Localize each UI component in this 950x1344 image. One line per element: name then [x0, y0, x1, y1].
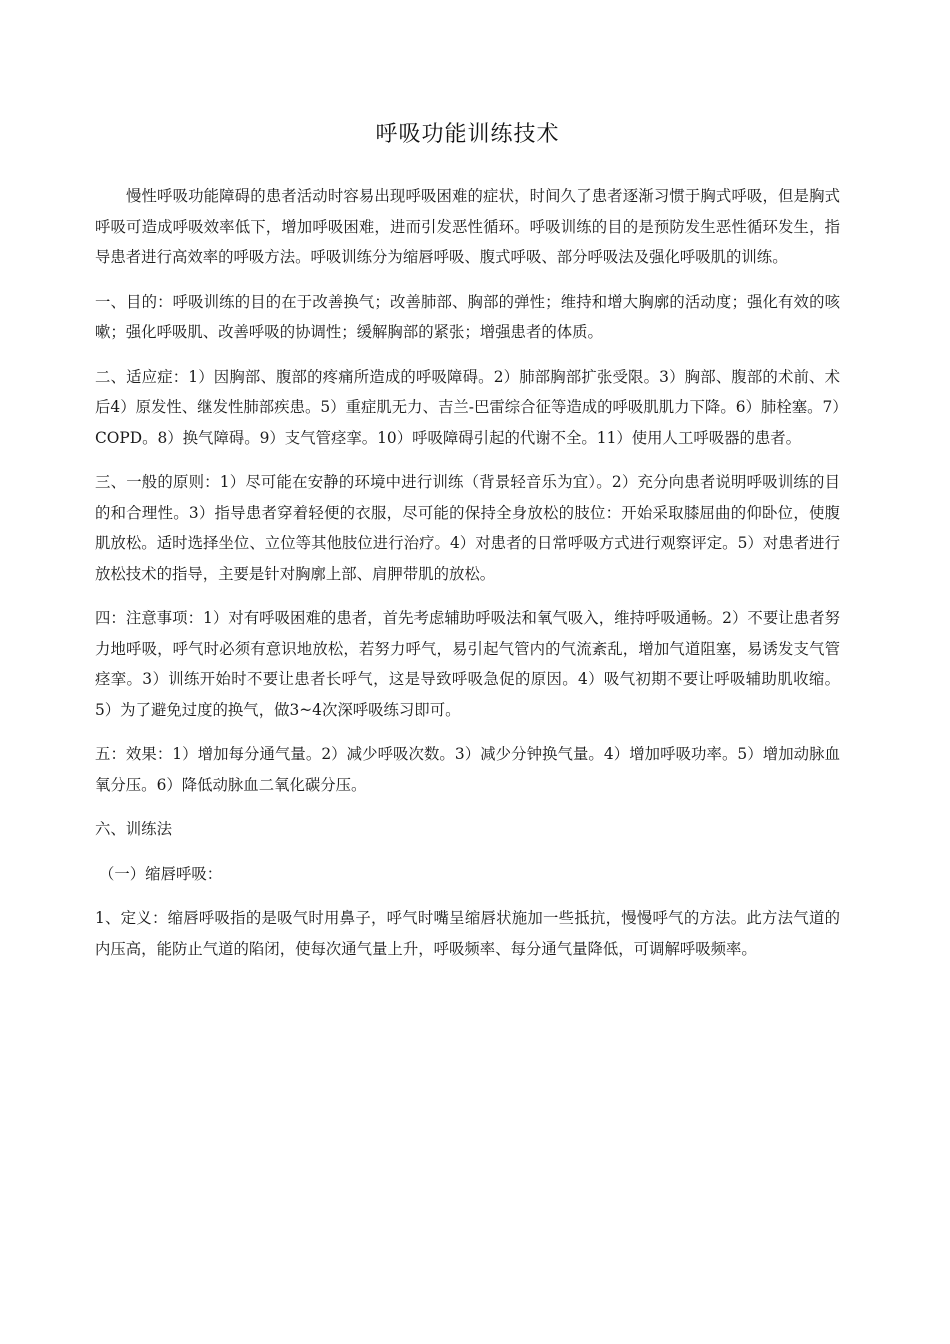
- section-indications: 二、适应症：1）因胸部、腹部的疼痛所造成的呼吸障碍。2）肺部胸部扩张受限。3）胸部、腹部的术前、术后4）原发性、继发性肺部疾患。5）重症肌无力、吉兰-巴雷综合征等造成的呼吸肌肌力下降。6）肺栓塞。7）COPD。8）换气障碍。9）支气管痉挛。10）呼吸障碍引起的代谢不全。11）使用人工呼吸器的患者。: [95, 367, 840, 447]
- section-precautions: 四：注意事项：1）对有呼吸困难的患者，首先考虑辅助呼吸法和氧气吸入，维持呼吸通畅。2）不要让患者努力地呼吸，呼气时必须有意识地放松，若努力呼气，易引起气管内的气流紊乱，增加气道阻塞，易诱发支气管痉挛。3）训练开始时不要让患者长呼气，这是导致呼吸急促的原因。4）吸气初期不要让呼吸辅助肌收缩。5）为了避免过度的换气，做3~4次深呼吸练习即可。: [95, 609, 840, 719]
- section-general-principles: 三、一般的原则：1）尽可能在安静的环境中进行训练（背景轻音乐为宜）。2）充分向患者说明呼吸训练的目的和合理性。3）指导患者穿着轻便的衣服，尽可能的保持全身放松的肢位：开始采取膝屈曲的仰卧位，使腹肌放松。适时选择坐位、立位等其他肢位进行治疗。4）对患者的日常呼吸方式进行观察评定。5）对患者进行放松技术的指导，主要是针对胸廓上部、肩胛带肌的放松。: [95, 473, 840, 583]
- pursed-lip-definition: 1、定义：缩唇呼吸指的是吸气时用鼻子，呼气时嘴呈缩唇状施加一些抵抗，慢慢呼气的方法。此方法气道的内压高，能防止气道的陷闭，使每次通气量上升，呼吸频率、每分通气量降低，可调解呼吸频率。: [95, 909, 840, 958]
- section-effects: 五：效果：1）增加每分通气量。2）减少呼吸次数。3）减少分钟换气量。4）增加呼吸功率。5）增加动脉血氧分压。6）降低动脉血二氧化碳分压。: [95, 745, 840, 794]
- section-training-methods-heading: 六、训练法: [95, 820, 172, 838]
- section-purpose: 一、目的：呼吸训练的目的在于改善换气；改善肺部、胸部的弹性；维持和增大胸廓的活动度；强化有效的咳嗽；强化呼吸肌、改善呼吸的协调性；缓解胸部的紧张；增强患者的体质。: [95, 292, 840, 341]
- intro-paragraph: 慢性呼吸功能障碍的患者活动时容易出现呼吸困难的症状，时间久了患者逐渐习惯于胸式呼吸，但是胸式呼吸可造成呼吸效率低下，增加呼吸困难，进而引发恶性循环。呼吸训练的目的是预防发生恶性循环发生，指导患者进行高效率的呼吸方法。呼吸训练分为缩唇呼吸、腹式呼吸、部分呼吸法及强化呼吸肌的训练。: [95, 187, 840, 266]
- subsection-pursed-lip-heading: （一）缩唇呼吸：: [99, 864, 223, 883]
- document-title: 呼吸功能训练技术: [375, 122, 560, 147]
- document-page: [95, 115, 840, 978]
